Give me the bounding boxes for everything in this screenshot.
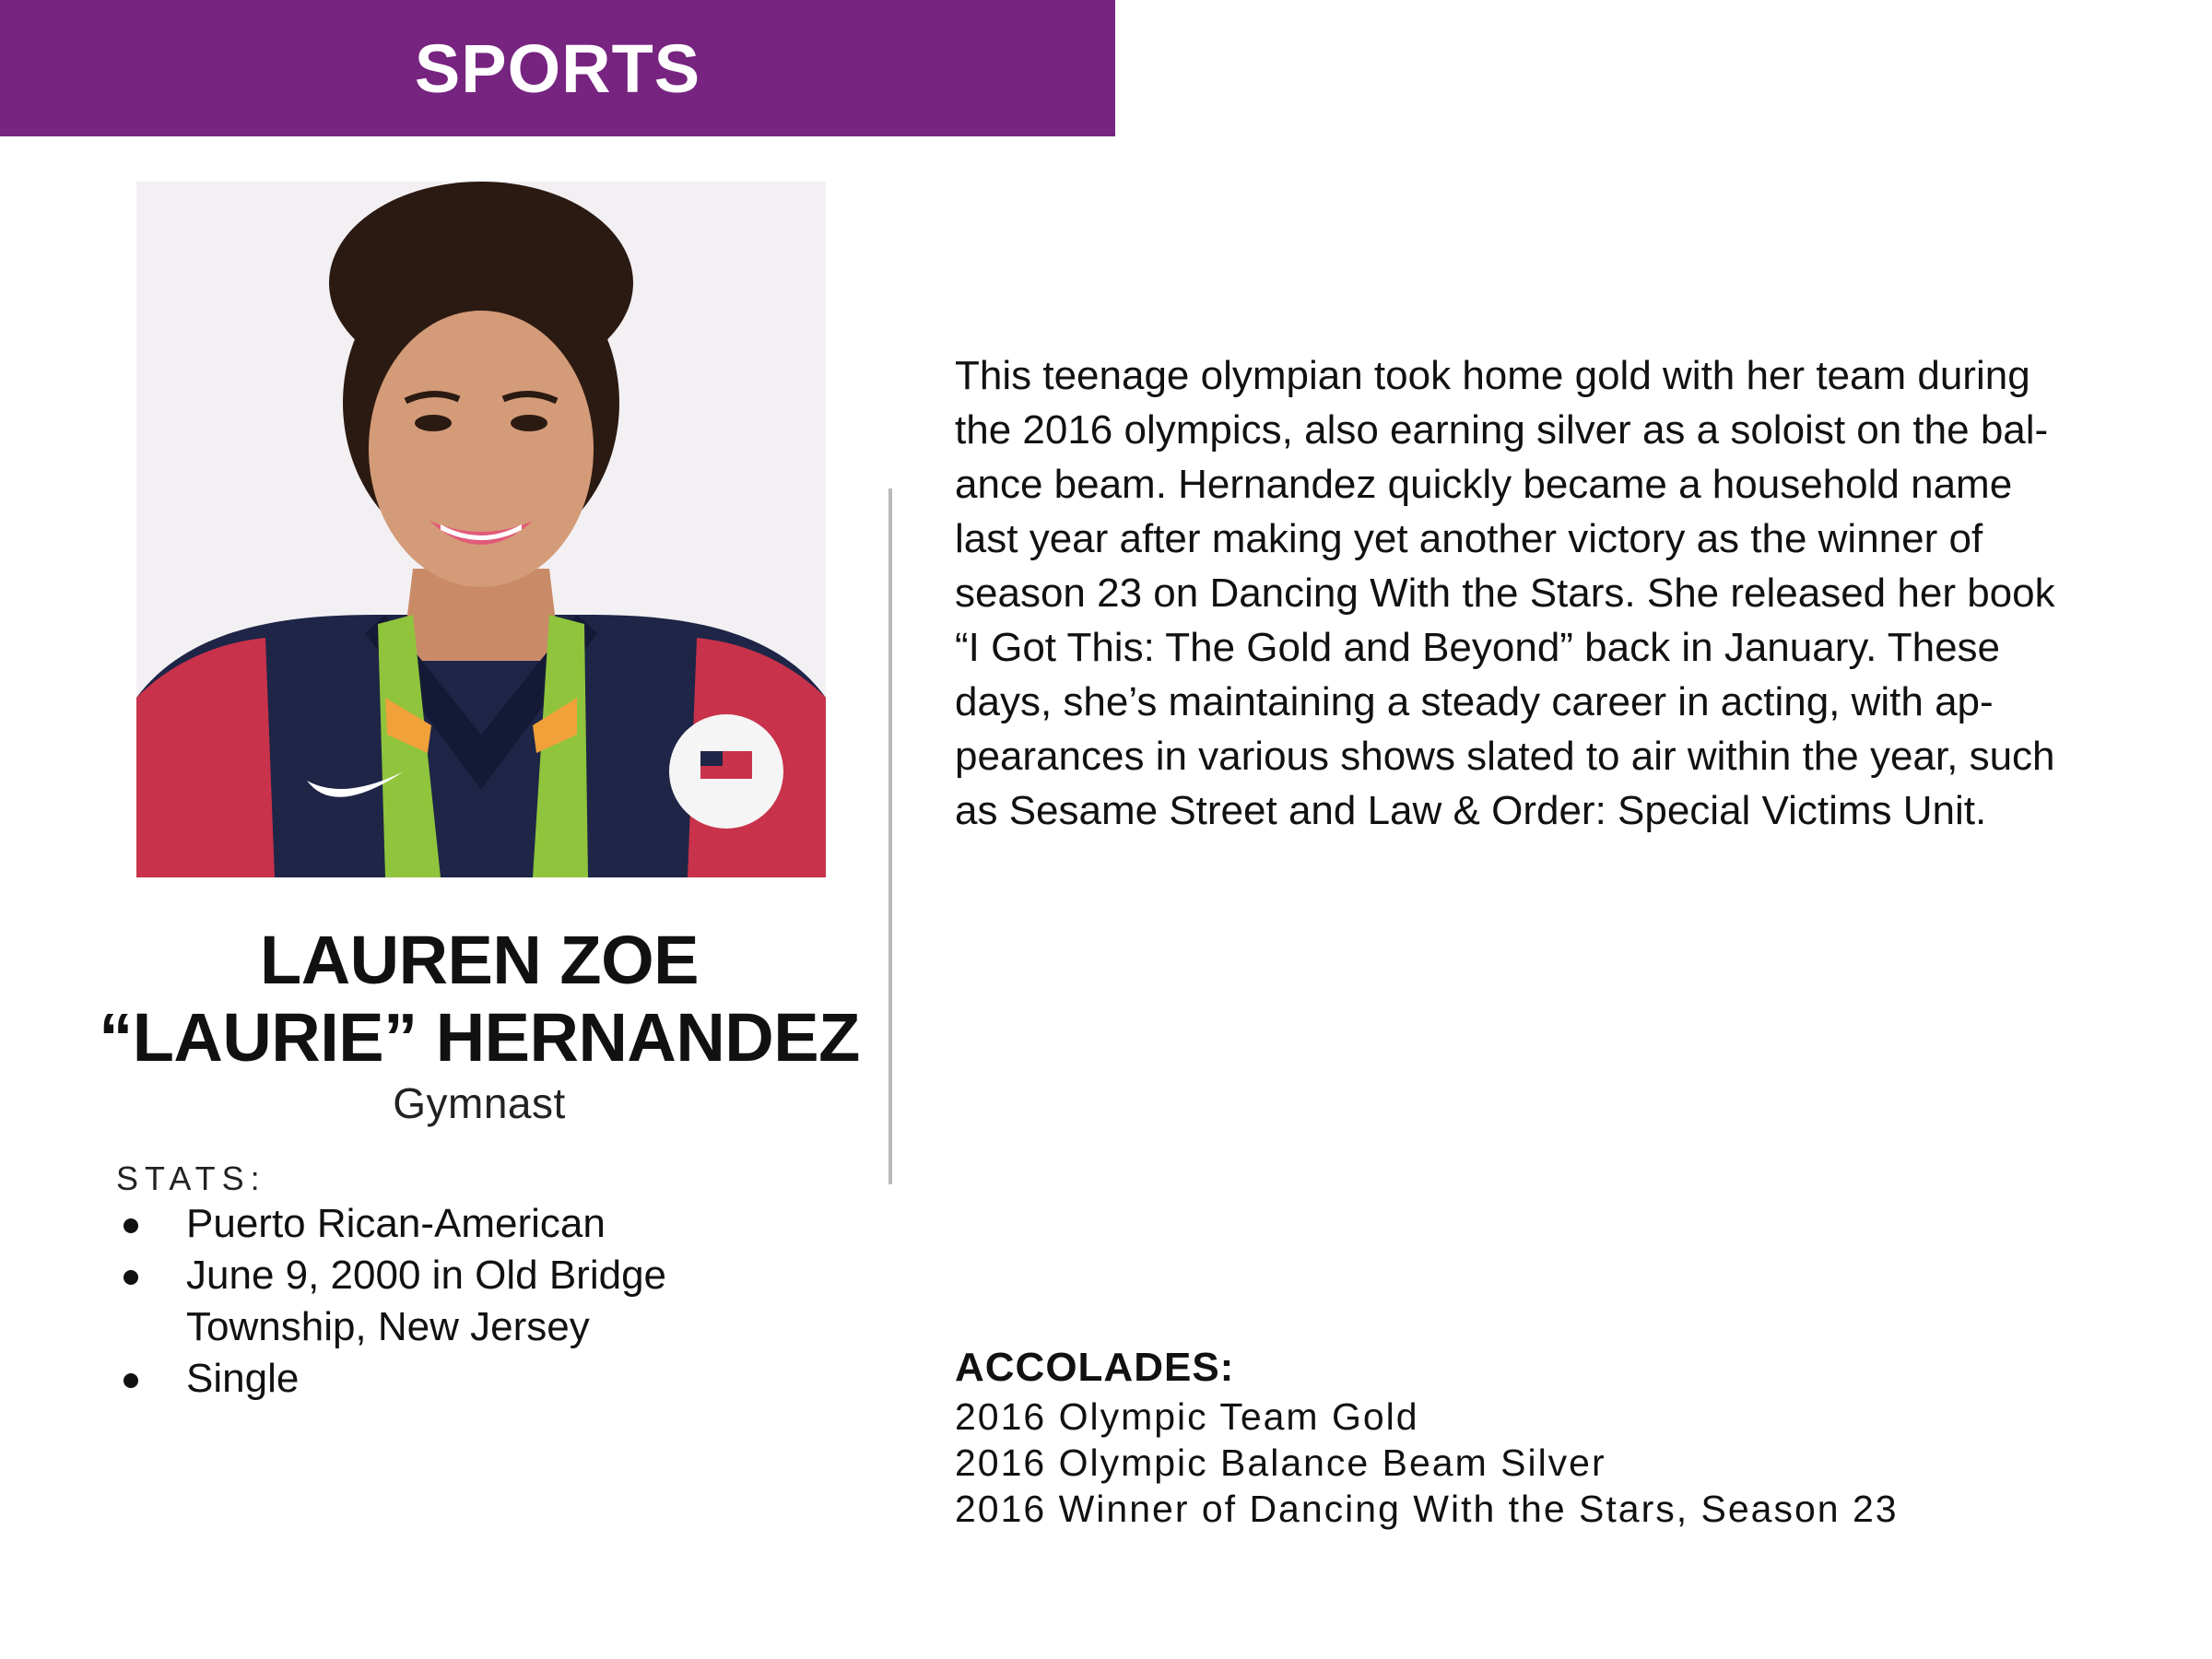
portrait-illustration (136, 182, 826, 877)
profile-name-line2: “LAURIE” HERNANDEZ (99, 999, 860, 1076)
portrait-photo (136, 182, 826, 877)
stats-label: STATS: (116, 1159, 266, 1197)
bio-line: last year after making yet another victory as the winner of (955, 516, 1983, 561)
stats-item: Puerto Rican-American (116, 1198, 780, 1250)
stats-item: Single (116, 1353, 780, 1405)
profile-heading (92, 922, 866, 1128)
stats-item: June 9, 2000 in Old Bridge Township, New Jersey (116, 1250, 780, 1353)
accolades-title: ACCOLADES: (955, 1345, 1235, 1390)
bio-line: season 23 on Dancing With the Stars. She released her book (955, 571, 2055, 616)
accolade-item: 2016 Olympic Team Gold (955, 1395, 1419, 1438)
bio-line: the 2016 olympics, also earning silver as a soloist on the bal- (955, 407, 2049, 453)
bio-paragraph (955, 348, 2107, 838)
bio-line: This teenage olympian took home gold with her team during (955, 353, 2030, 398)
accolade-item: 2016 Winner of Dancing With the Stars, Season 23 (955, 1488, 1899, 1530)
bio-line: days, she’s maintaining a steady career in acting, with ap- (955, 679, 1994, 724)
bio-line: pearances in various shows slated to air within the year, such (955, 734, 2055, 779)
profile-name-line1: LAUREN ZOE (260, 922, 699, 998)
accolades-section (955, 1342, 2107, 1532)
bio-line: ance beam. Hernandez quickly became a household name (955, 462, 2013, 507)
accolade-item: 2016 Olympic Balance Beam Silver (955, 1441, 1606, 1484)
profile-role: Gymnast (393, 1079, 566, 1127)
bio-line: as Sesame Street and Law & Order: Special Victims Unit. (955, 788, 1987, 833)
column-divider (888, 488, 892, 1184)
stats-list (116, 1198, 780, 1405)
section-title: SPORTS (414, 29, 701, 107)
section-banner (0, 0, 1115, 136)
bio-line: “I Got This: The Gold and Beyond” back in January. These (955, 625, 2001, 670)
